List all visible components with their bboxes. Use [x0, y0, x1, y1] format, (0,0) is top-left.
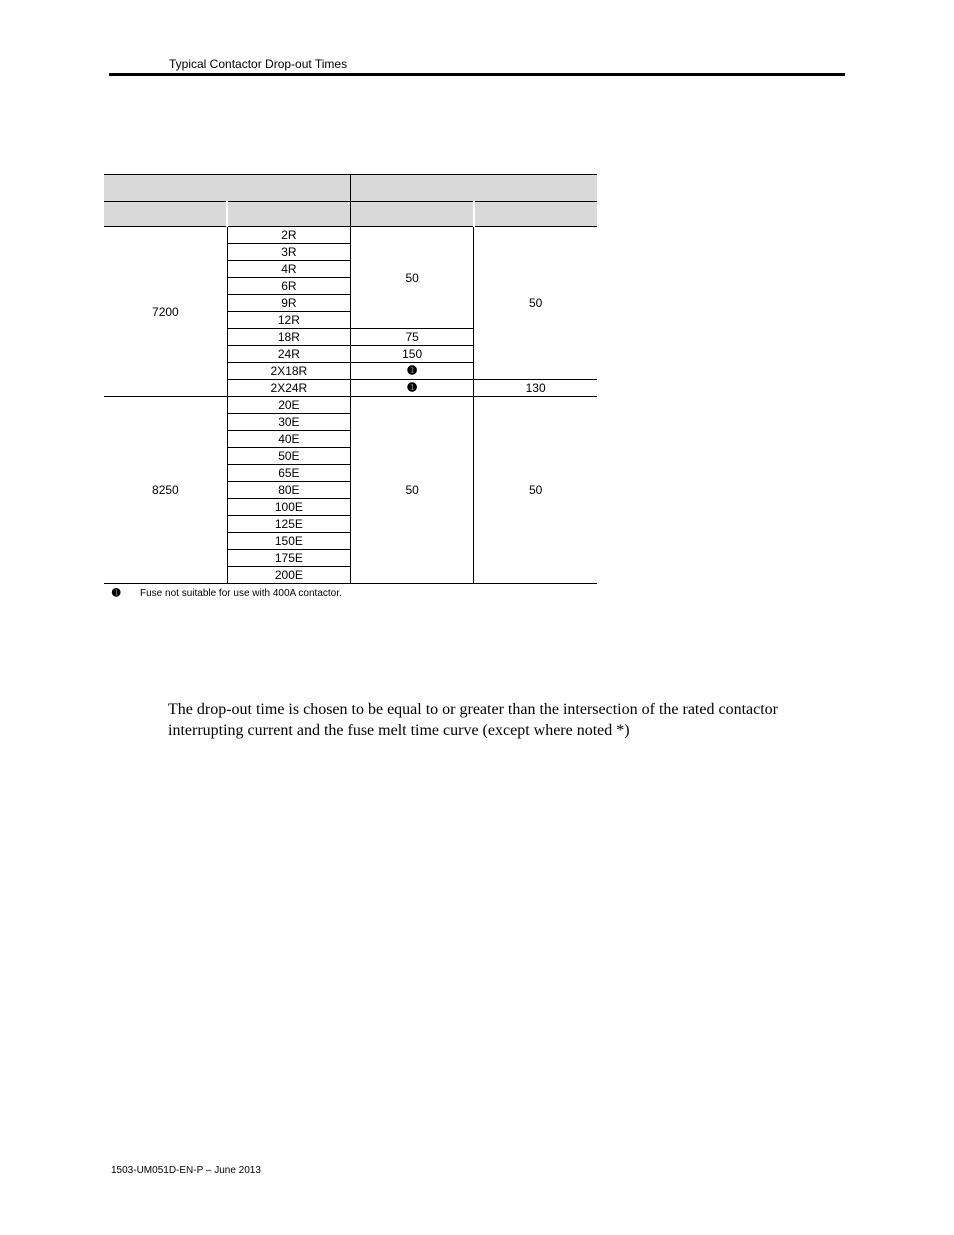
- footnote-mark-icon: ➊: [112, 588, 121, 599]
- header-cell: [474, 202, 597, 227]
- rating-cell: 2X18R: [227, 363, 350, 380]
- rating-cell: 6R: [227, 278, 350, 295]
- rating-cell: 20E: [227, 397, 350, 414]
- value-cell: 50: [351, 397, 474, 584]
- rating-cell: 18R: [227, 329, 350, 346]
- header-cell: [227, 202, 350, 227]
- rating-cell: 65E: [227, 465, 350, 482]
- rating-cell: 200E: [227, 567, 350, 584]
- running-header: Typical Contactor Drop-out Times: [169, 57, 348, 71]
- rating-cell: 125E: [227, 516, 350, 533]
- rating-cell: 40E: [227, 431, 350, 448]
- rating-cell: 2R: [227, 227, 350, 244]
- value-cell: 130: [474, 380, 597, 397]
- value-cell: 150: [351, 346, 474, 363]
- voltage-cell: 8250: [104, 397, 227, 584]
- rating-cell: 24R: [227, 346, 350, 363]
- header-cell: [104, 175, 351, 202]
- footnote-text: Fuse not suitable for use with 400A contactor.: [140, 588, 342, 599]
- rating-cell: 175E: [227, 550, 350, 567]
- header-cell: [104, 202, 227, 227]
- rating-cell: 3R: [227, 244, 350, 261]
- table-row: [104, 227, 597, 244]
- value-cell: 50: [528, 296, 543, 310]
- value-cell: 75: [351, 329, 474, 346]
- voltage-cell: 7200: [104, 227, 227, 397]
- rating-cell: 12R: [227, 312, 350, 329]
- rating-cell: 9R: [227, 295, 350, 312]
- rating-cell: 2X24R: [227, 380, 350, 397]
- page-footer: 1503-UM051D-EN-P – June 2013: [111, 1165, 261, 1176]
- rating-cell: 4R: [227, 261, 350, 278]
- rating-cell: 150E: [227, 533, 350, 550]
- table-row: [104, 397, 597, 414]
- header-rule: [109, 73, 845, 76]
- table-header-row-1: [104, 175, 597, 202]
- header-cell: [351, 202, 474, 227]
- body-paragraph: The drop-out time is chosen to be equal to or greater than the intersection of the rated contactor interrupting current and the fuse melt time curve (except where noted *): [168, 701, 778, 739]
- table-header-row-2: [104, 202, 597, 227]
- value-cell: 50: [351, 227, 474, 329]
- table-footnote: [112, 588, 342, 600]
- rating-cell: 100E: [227, 499, 350, 516]
- value-cell: 50: [474, 397, 597, 584]
- rating-cell: 30E: [227, 414, 350, 431]
- rating-cell: 50E: [227, 448, 350, 465]
- rating-cell: 80E: [227, 482, 350, 499]
- footnote-ref-icon: ➊: [351, 363, 474, 380]
- drop-out-times-table: [104, 174, 597, 584]
- header-cell: [351, 175, 598, 202]
- footnote-ref-icon: ➊: [351, 380, 474, 397]
